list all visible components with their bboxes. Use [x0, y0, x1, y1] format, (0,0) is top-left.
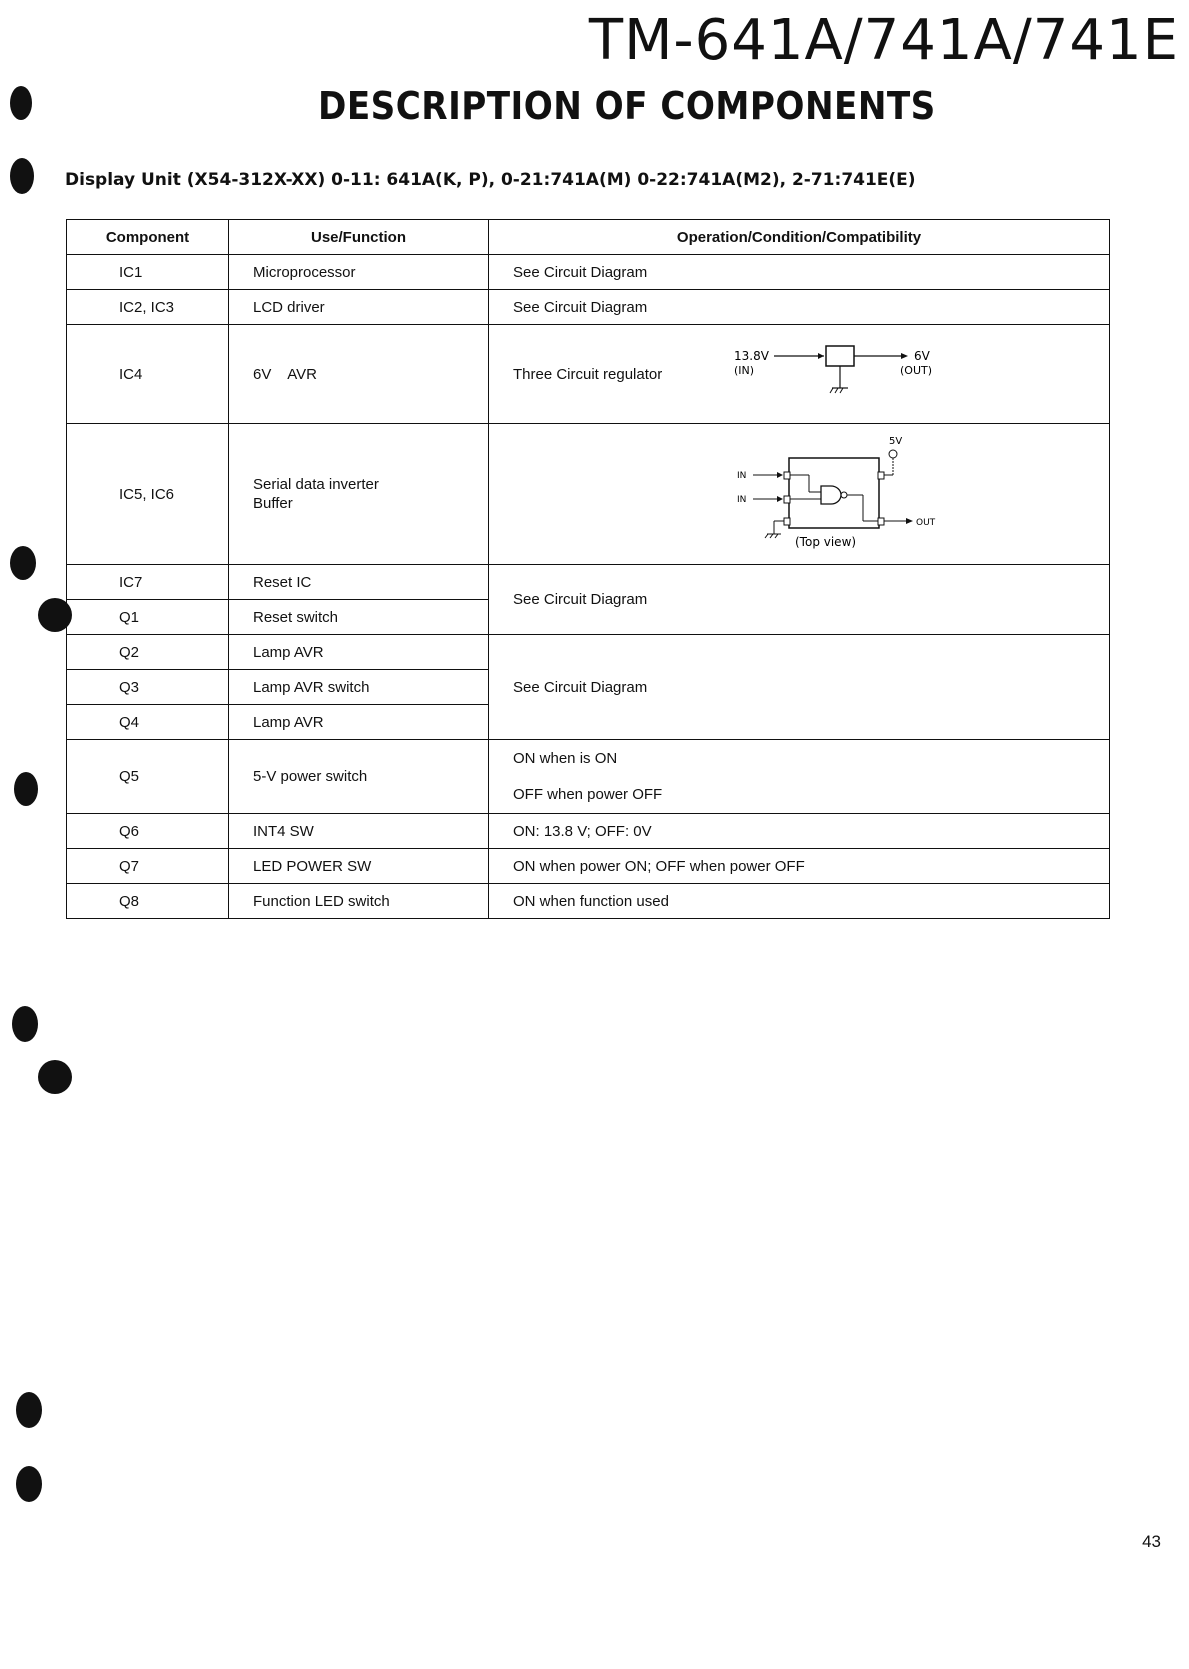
table-row [67, 565, 1110, 600]
cell-component: Q3 [67, 670, 229, 705]
cell-component: Q8 [67, 884, 229, 919]
cell-operation: See Circuit Diagram [489, 290, 1110, 325]
inv-in1: IN [737, 471, 747, 481]
cell-use: Microprocessor [229, 255, 489, 290]
ic-package [789, 458, 879, 528]
section-title: DESCRIPTION OF COMPONENTS [318, 84, 936, 128]
punch-hole [10, 86, 32, 120]
cell-use: LCD driver [229, 290, 489, 325]
table-row [67, 849, 1110, 884]
cell-use: Lamp AVR [229, 705, 489, 740]
inv-supply: 5V [889, 436, 903, 447]
cell-use: INT4 SW [229, 814, 489, 849]
punch-hole [10, 158, 34, 194]
components-table [66, 219, 1110, 919]
cell-operation: See Circuit Diagram [489, 565, 1110, 635]
cell-use: Lamp AVR [229, 635, 489, 670]
inv-in2: IN [737, 495, 747, 505]
reg-out-voltage: 6V [914, 349, 931, 363]
cell-component: IC4 [67, 325, 229, 424]
punch-hole [38, 1060, 72, 1094]
inv-caption: (Top view) [795, 535, 857, 549]
table-row [67, 884, 1110, 919]
cell-use: 6V AVR [229, 325, 489, 424]
use-line-2: Buffer [253, 495, 293, 512]
table-row [67, 325, 1110, 424]
cell-use: LED POWER SW [229, 849, 489, 884]
cell-operation: See Circuit Diagram [489, 635, 1110, 740]
nand-gate-icon [821, 486, 841, 504]
cell-operation [489, 740, 1110, 814]
cell-component: IC2, IC3 [67, 290, 229, 325]
table-row [67, 290, 1110, 325]
model-title: TM-641A/741A/741E [588, 8, 1179, 73]
cell-component: Q6 [67, 814, 229, 849]
cell-component: IC7 [67, 565, 229, 600]
punch-hole [16, 1466, 42, 1502]
punch-hole [10, 546, 36, 580]
cell-component: IC5, IC6 [67, 424, 229, 565]
inv-out: OUT [916, 518, 936, 528]
page-number: 43 [1142, 1532, 1161, 1551]
cell-operation [489, 325, 1110, 424]
cell-use: Lamp AVR switch [229, 670, 489, 705]
cell-component: Q2 [67, 635, 229, 670]
cell-component: Q7 [67, 849, 229, 884]
regulator-box [826, 346, 854, 366]
regulator-label: Three Circuit regulator [513, 365, 663, 383]
cell-component: IC1 [67, 255, 229, 290]
cell-operation: ON when function used [489, 884, 1110, 919]
punch-hole [12, 1006, 38, 1042]
table-row [67, 814, 1110, 849]
header-component: Component [67, 220, 229, 255]
unit-heading: Display Unit (X54-312X-XX) 0-11: 641A(K, P), 0-21:741A(M) 0-22:741A(M2), 2-71:741E(E) [65, 170, 916, 190]
cell-component: Q4 [67, 705, 229, 740]
header-use: Use/Function [229, 220, 489, 255]
cell-operation: ON: 13.8 V; OFF: 0V [489, 814, 1110, 849]
table-row [67, 255, 1110, 290]
regulator-diagram [732, 344, 962, 404]
cell-operation: See Circuit Diagram [489, 255, 1110, 290]
table-row [67, 740, 1110, 814]
inverter-diagram [729, 430, 949, 558]
header-operation: Operation/Condition/Compatibility [489, 220, 1110, 255]
reg-out-label: (OUT) [900, 364, 933, 377]
table-header-row [67, 220, 1110, 255]
punch-hole [38, 598, 72, 632]
table-row [67, 635, 1110, 670]
operation-line-2: OFF when power OFF [513, 785, 663, 803]
cell-use: Function LED switch [229, 884, 489, 919]
cell-operation: ON when power ON; OFF when power OFF [489, 849, 1110, 884]
operation-line-1: ON when is ON [513, 749, 618, 767]
cell-operation [489, 424, 1110, 565]
cell-component: Q1 [67, 600, 229, 635]
reg-in-voltage: 13.8V [734, 349, 770, 363]
cell-component: Q5 [67, 740, 229, 814]
reg-in-label: (IN) [734, 364, 755, 377]
cell-use [229, 424, 489, 565]
punch-hole [14, 772, 38, 806]
punch-hole [16, 1392, 42, 1428]
cell-use: Reset switch [229, 600, 489, 635]
table-row [67, 424, 1110, 565]
cell-use: Reset IC [229, 565, 489, 600]
cell-use: 5-V power switch [229, 740, 489, 814]
use-line-1: Serial data inverter [253, 476, 379, 493]
